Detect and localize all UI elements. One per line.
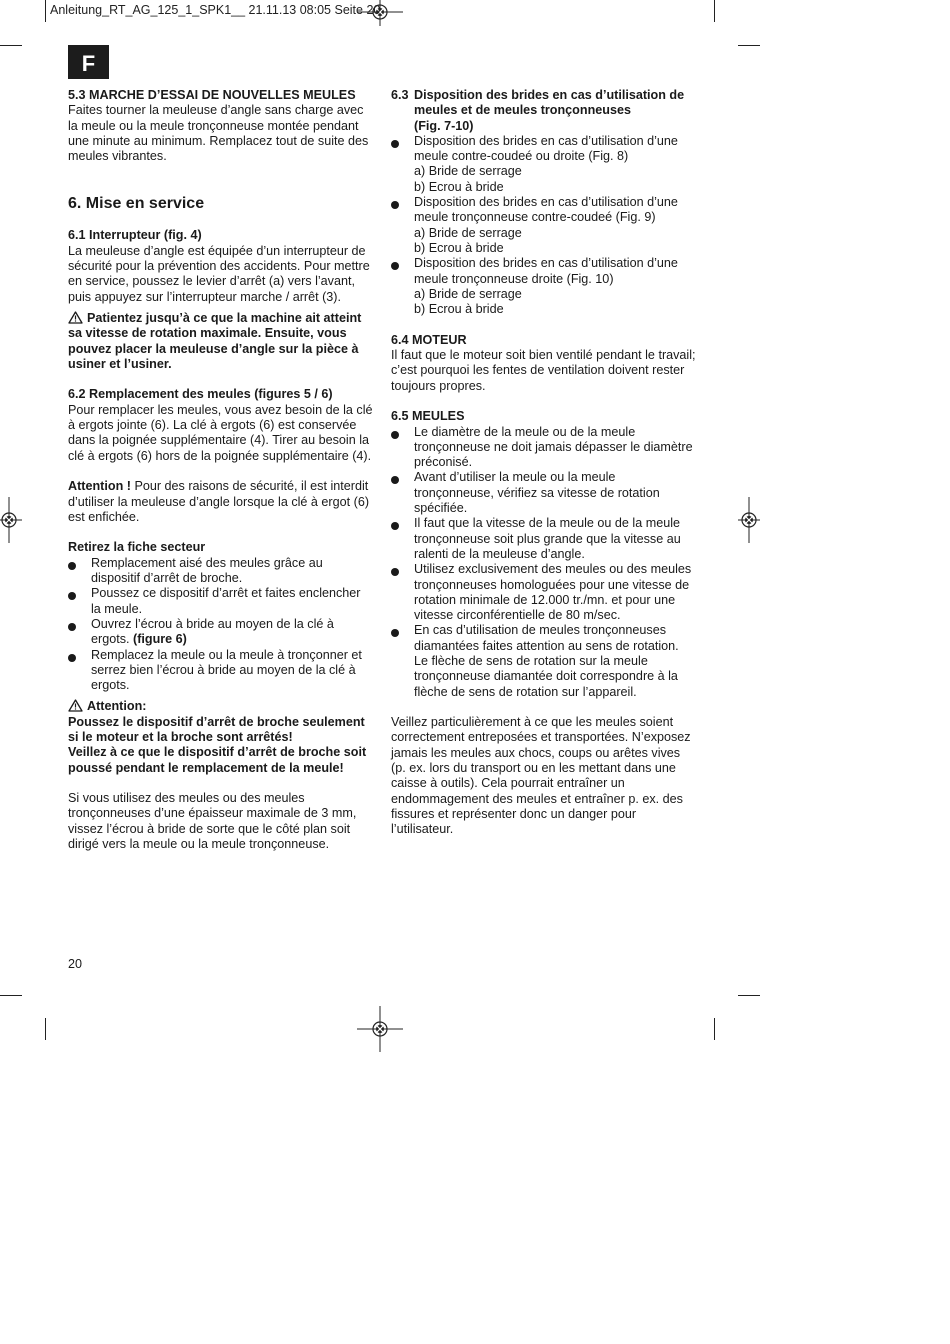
chapter-heading: 6. Mise en service <box>68 195 205 213</box>
crop-mark <box>0 995 22 996</box>
subheading: Retirez la fiche secteur <box>68 540 206 555</box>
warning-paragraph: Poussez le dispositif d’arrêt de broche seulement si le moteur et la broche sont arrêtés! <box>68 714 365 744</box>
bullet-list <box>68 556 373 694</box>
print-slug: Anleitung_RT_AG_125_1_SPK1__ 21.11.13 08:05 Seite 20 <box>50 3 381 17</box>
paragraph: Si vous utilisez des meules ou des meules tronçonneuses d’une épaisseur maximale de 3 mm, vissez l’écrou à bride de sorte que le côté plan soit dirigé vers la meule ou la meule tronçonneuse. <box>68 791 357 852</box>
list-item: Remplacez la meule ou la meule à tronçonner et serrez bien l’écrou à bride au moyen de la clé à ergots. <box>68 648 373 694</box>
crop-mark <box>714 1018 715 1040</box>
crop-mark <box>45 1018 46 1040</box>
registration-mark-icon <box>357 1006 403 1052</box>
language-tab: F <box>68 45 109 79</box>
registration-mark-icon <box>738 497 760 543</box>
bullet-list <box>391 134 696 318</box>
paragraph: Veillez particulièrement à ce que les meules soient correctement entreposées et transportées. N’exposez jamais les meules aux chocs, coups ou arêtes vives (p. ex. lors du transport ou en les mettant dans une caisse à outils). Cela pourrait entraîner un endommagement des meules et entraîner p. ex. des fissures et représenter donc un danger pour l’utilisateur. <box>391 715 691 837</box>
crop-mark <box>738 995 760 996</box>
warning-paragraph: Veillez à ce que le dispositif d’arrêt de broche soit poussé pendant le remplacement de la meule! <box>68 745 367 775</box>
section-heading: 6.3 Disposition des brides en cas d’utilisation de meules et de meules tronçonneuses (Fig. 7-10) <box>391 88 685 133</box>
paragraph: Pour remplacer les meules, vous avez besoin de la clé à ergots jointe (6). La clé à ergots (6) est conservée dans la poignée supplémentaire (4). Tirer au besoin la clé à ergots (6) hors de la poignée supplémentaire (4). <box>68 402 373 463</box>
left-column <box>68 88 373 852</box>
list-item: Remplacement aisé des meules grâce au dispositif d’arrêt de broche. <box>68 556 373 587</box>
section-heading: 6.2 Remplacement des meules (figures 5 / 6) <box>68 387 333 402</box>
list-item: Il faut que la vitesse de la meule ou de la meule tronçonneuse soit plus grande que la vitesse au ralenti de la meuleuse d’angle. <box>391 516 696 562</box>
section-heading: 6.5 MEULES <box>391 409 465 424</box>
list-item: Disposition des brides en cas d’utilisation d’une meule tronçonneuse droite (Fig. 10) a) Bride de serrage b) Ecrou à bride <box>391 256 696 317</box>
registration-mark-icon <box>0 497 22 543</box>
list-item: Poussez ce dispositif d’arrêt et faites enclencher la meule. <box>68 586 373 617</box>
crop-mark <box>45 0 46 22</box>
crop-mark <box>714 0 715 22</box>
paragraph: La meuleuse d’angle est équipée d’un interrupteur de sécurité pour la prévention des accidents. Pour mettre en service, poussez le levier d’arrêt (a) vers l’avant, puis appuyez sur l’interrupteur marche / arrêt (3). <box>68 243 370 304</box>
crop-mark <box>0 45 22 46</box>
list-item: Le diamètre de la meule ou de la meule tronçonneuse ne doit jamais dépasser le diamètre préconisé. <box>391 425 696 471</box>
paragraph: Il faut que le moteur soit bien ventilé pendant le travail; c’est pourquoi les fentes de ventilation doivent rester toujours propres. <box>391 348 696 393</box>
section-heading: 6.4 MOTEUR <box>391 332 467 347</box>
list-item: Disposition des brides en cas d’utilisation d’une meule contre-coudeé ou droite (Fig. 8) a) Bride de serrage b) Ecrou à bride <box>391 134 696 195</box>
warning-paragraph: Patientez jusqu’à ce que la machine ait atteint sa vitesse de rotation maximale. Ensuite, vous pouvez placer la meuleuse d’angle sur la pièce à usiner et l’usiner. <box>68 310 362 371</box>
paragraph: Faites tourner la meuleuse d’angle sans charge avec la meule ou la meule tronçonneuse montée pendant une minute au minimum. Remplacez tout de suite des meules vibrantes. <box>68 103 369 164</box>
attention-heading: Attention: <box>68 699 373 714</box>
list-item: Utilisez exclusivement des meules ou des meules tronçonneuses homologuées pour une vitesse de rotation minimale de 12.000 tr./mn. et pour une vitesse circonférentielle de 80 m/sec. <box>391 562 696 623</box>
warning-icon <box>68 311 83 324</box>
right-column <box>391 88 696 838</box>
section-heading: 6.1 Interrupteur (fig. 4) <box>68 228 202 243</box>
list-item: En cas d’utilisation de meules tronçonneuses diamantées faites attention au sens de rotation. Le flèche de sens de rotation sur la meule tronçonneuse diamantée doit correspondre à la flèche de sens de rotation sur l’appareil. <box>391 623 696 699</box>
attention-paragraph: Attention ! Pour des raisons de sécurité, il est interdit d’utiliser la meuleuse d’angle lorsque la clé à ergot (6) est enfichée. <box>68 479 370 524</box>
warning-icon <box>68 699 83 712</box>
list-item: Avant d’utiliser la meule ou la meule tronçonneuse, vérifiez sa vitesse de rotation spécifiée. <box>391 470 696 516</box>
list-item: Ouvrez l’écrou à bride au moyen de la clé à ergots. (figure 6) <box>68 617 373 648</box>
crop-mark <box>738 45 760 46</box>
section-heading: 5.3 MARCHE D’ESSAI DE NOUVELLES MEULES <box>68 88 356 102</box>
bullet-list <box>391 425 696 700</box>
list-item: Disposition des brides en cas d’utilisation d’une meule tronçonneuse contre-coudeé (Fig. 9) a) Bride de serrage b) Ecrou à bride <box>391 195 696 256</box>
page-number: 20 <box>68 957 83 971</box>
